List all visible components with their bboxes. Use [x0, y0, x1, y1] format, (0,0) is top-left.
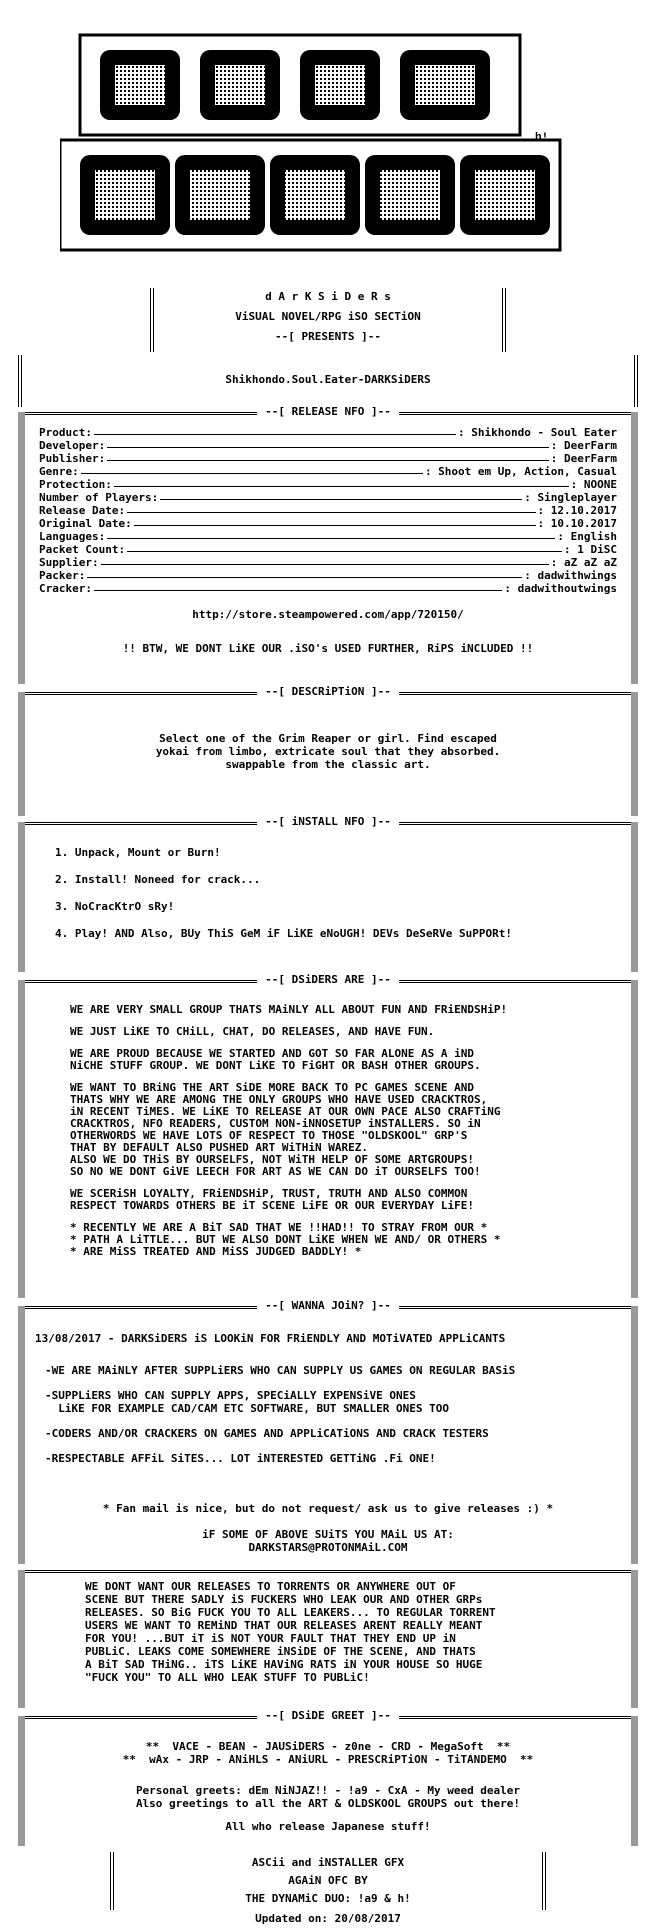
join-frame	[18, 1299, 638, 1564]
credit-line: ASCii and iNSTALLER GFX	[251, 1856, 405, 1869]
description-frame	[18, 685, 638, 816]
greet-group-line: ** VACE - BEAN - JAUSiDERS - z0ne - CRD - MegaSoft **	[145, 1740, 511, 1753]
about-line: * PATH A LiTTLE... BUT WE ALSO DONT LiKE WHEN WE AND/ OR OTHERS *	[70, 1233, 501, 1246]
install-step: 4. Play! AND Also, BUy ThiS GeM iF LiKE eNoUGH! DEVs DeSeRVe SuPPORt!	[55, 927, 512, 940]
about-line: THAT BY DEFAULT ALSO PUSHED ART WiTHiN WAREZ.	[70, 1141, 369, 1154]
nfo-value: : Shoot em Up, Action, Casual	[424, 465, 617, 478]
join-line: -CODERS AND/OR CRACKERS ON GAMES AND APPLiCATiONS AND CRACK TESTERS	[45, 1427, 489, 1440]
nfo-key: Packer:	[39, 569, 86, 582]
nfo-row	[39, 478, 617, 491]
nfo-key: Cracker:	[39, 582, 92, 595]
nfo-key: Protection:	[39, 478, 112, 491]
about-line: CRACKTROS, NFO READERS, CUSTOM NON-iNNOSETUP iNSTALLERS. SO iN	[70, 1117, 481, 1130]
release-frame	[18, 355, 638, 407]
leak-line: "FUCK YOU" TO ALL WHO LEAK STUFF TO PUBLiC!	[85, 1671, 370, 1684]
greets-frame	[18, 1709, 638, 1846]
nfo-row	[39, 556, 617, 569]
greet-group-line: ** wAx - JRP - ANiHLS - ANiURL - PRESCRiPTiON - TiTANDEMO **	[122, 1753, 534, 1766]
nfo-value: : Shikhondo - Soul Eater	[458, 426, 617, 439]
credit-line: AGAiN OFC BY	[288, 1874, 368, 1887]
join-line: -WE ARE MAiNLY AFTER SUPPLiERS WHO CAN SUPPLY US GAMES ON REGULAR BASiS	[45, 1364, 516, 1377]
greet-groups	[25, 1740, 631, 1766]
description-line: Select one of the Grim Reaper or girl. Find escaped	[159, 732, 497, 745]
nfo-row	[39, 439, 617, 452]
about-line: OTHERWORDS WE HAVE LOTS OF RESPECT TO THOSE "OLDSKOOL" GRP'S	[70, 1129, 468, 1142]
nfo-key: Product:	[39, 426, 92, 439]
contact-line: iF SOME OF ABOVE SUiTS YOU MAiL US AT:	[202, 1528, 454, 1541]
about-line: THATS WHY WE ARE AMONG THE ONLY GROUPS WHO HAVE USED CRACKTROS,	[70, 1093, 488, 1106]
updated-date: Updated on: 20/08/2017	[255, 1912, 401, 1925]
nfo-row	[39, 426, 617, 439]
credits	[114, 1854, 542, 1908]
description-line: swappable from the classic art.	[225, 758, 431, 771]
join-line: -RESPECTABLE AFFiL SiTES... LOT iNTERESTED GETTiNG .Fi ONE!	[45, 1452, 436, 1465]
personal-greet-line: Also greetings to all the ART & OLDSKOOL GROUPS out there!	[135, 1797, 521, 1810]
leak-line: USERS WE WANT TO REMiND THAT OUR RELEASES ARENT REALLY MEANT	[85, 1619, 483, 1632]
nfo-title: --[ RELEASE NFO ]--	[257, 405, 399, 418]
nfo-value: : Singleplayer	[524, 491, 617, 504]
nfo-table	[39, 426, 617, 595]
about-line: RESPECT TOWARDS OTHERS BE iT SCENE LiFE OR OUR EVERYDAY LiFE!	[70, 1199, 474, 1212]
about-paragraph	[70, 1048, 507, 1072]
description-title: --[ DESCRiPTiON ]--	[257, 685, 399, 698]
join-headline: 13/08/2017 - DARKSiDERS iS LOOKiN FOR FRiENDLY AND MOTiVATED APPLiCANTS	[35, 1332, 506, 1345]
nfo-key: Developer:	[39, 439, 106, 452]
group-name: d A r K S i D e R s	[265, 290, 391, 303]
nfo-value: : DeerFarm	[550, 452, 617, 465]
contact-info	[25, 1528, 631, 1554]
nfo-frame	[18, 405, 638, 684]
nfo-value: : English	[557, 530, 617, 543]
install-title: --[ iNSTALL NFO ]--	[257, 815, 399, 828]
leak-line: RELEASES. SO BiG FUCK YOU TO ALL LEAKERS... TO REGULAR TORRENT	[85, 1606, 496, 1619]
about-line: * ARE MiSS TREATED AND MiSS JUDGED BADDLY! *	[70, 1245, 362, 1258]
section-name: ViSUAL NOVEL/RPG iSO SECTiON	[235, 310, 421, 323]
install-steps	[55, 846, 512, 940]
about-paragraph	[70, 1082, 507, 1178]
about-paragraph	[70, 1188, 507, 1212]
nfo-value: : 10.10.2017	[537, 517, 617, 530]
credit-line: THE DYNAMiC DUO: !a9 & h!	[245, 1892, 411, 1905]
leak-notice	[85, 1580, 496, 1684]
join-item	[45, 1389, 515, 1415]
leak-line: FOR YOU! ...BUT iT iS NOT YOUR FAULT THAT THEY END UP iN	[85, 1632, 456, 1645]
nfo-key: Original Date:	[39, 517, 132, 530]
about-line: NiCHE STUFF GROUP. WE DONT LiKE TO FiGHT OR BASH OTHER GROUPS.	[70, 1059, 481, 1072]
nfo-row	[39, 543, 617, 556]
nfo-row	[39, 569, 617, 582]
leak-line: SCENE BUT THERE SADLY iS FUCKERS WHO LEAK OUR AND OTHER GRPs	[85, 1593, 483, 1606]
no-iso-warning: !! BTW, WE DONT LiKE OUR .iSO's USED FURTHER, RiPS iNCLUDED !!	[122, 642, 534, 655]
about-line: WE ARE VERY SMALL GROUP THATS MAiNLY ALL ABOUT FUN AND FRiENDSHiP!	[70, 1003, 508, 1016]
nfo-row	[39, 452, 617, 465]
about-line: iN RECENT TiMES. WE LiKE TO RELEASE AT OUR OWN PACE ALSO CRAFTiNG	[70, 1105, 501, 1118]
description-line: yokai from limbo, extricate soul that they absorbed.	[155, 745, 501, 758]
nfo-value: : 1 DiSC	[564, 543, 617, 556]
header-frame	[150, 288, 506, 352]
install-frame	[18, 815, 638, 972]
release-name: Shikhondo.Soul.Eater-DARKSiDERS	[225, 373, 431, 386]
nfo-key: Number of Players:	[39, 491, 159, 504]
join-requirements	[45, 1364, 515, 1465]
nfo-key: Release Date:	[39, 504, 126, 517]
logo-signature: h!	[535, 132, 549, 144]
nfo-row	[39, 582, 617, 595]
nfo-row	[39, 504, 617, 517]
nfo-value: : 12.10.2017	[537, 504, 617, 517]
nfo-key: Languages:	[39, 530, 106, 543]
about-line: SO NO WE DONT GiVE LEECH FOR ART AS WE CAN DO iT OURSELFS TOO!	[70, 1165, 481, 1178]
credits-frame	[110, 1852, 546, 1910]
nfo-value: : NOONE	[570, 478, 617, 491]
about-paragraph	[70, 1004, 507, 1016]
japanese-greet: All who release Japanese stuff!	[225, 1820, 431, 1833]
join-item	[45, 1427, 515, 1440]
about-line: WE JUST LiKE TO CHiLL, CHAT, DO RELEASES, AND HAVE FUN.	[70, 1025, 435, 1038]
join-item	[45, 1364, 515, 1377]
about-paragraph	[70, 1222, 507, 1258]
greets-title: --[ DSiDE GREET ]--	[257, 1709, 399, 1722]
nfo-key: Supplier:	[39, 556, 99, 569]
nfo-value: : dadwithwings	[524, 569, 617, 582]
about-line: ALSO WE DO THiS BY OURSELFS, NOT WiTH HELP OF SOME ARTGROUPS!	[70, 1153, 474, 1166]
fan-mail-note: * Fan mail is nice, but do not request/ ask us to give releases :) *	[102, 1502, 554, 1515]
leak-frame	[18, 1570, 638, 1708]
personal-greets	[25, 1784, 631, 1810]
about-frame	[18, 973, 638, 1298]
join-line: LiKE FOR EXAMPLE CAD/CAM ETC SOFTWARE, BUT SMALLER ONES TOO	[45, 1402, 449, 1415]
darksiders-ascii-logo	[60, 30, 580, 270]
nfo-value: : aZ aZ aZ	[550, 556, 617, 569]
personal-greet-line: Personal greets: dEm NiNJAZ!! - !a9 - CxA - My weed dealer	[135, 1784, 521, 1797]
about-line: WE ARE PROUD BECAUSE WE STARTED AND GOT SO FAR ALONE AS A iND	[70, 1047, 474, 1060]
about-text	[70, 1004, 507, 1258]
install-step: 3. NoCracKtrO sRy!	[55, 900, 175, 913]
nfo-key: Packet Count:	[39, 543, 126, 556]
presents-label: --[ PRESENTS ]--	[275, 330, 381, 343]
join-title: --[ WANNA JOiN? ]--	[257, 1299, 399, 1312]
nfo-row	[39, 465, 617, 478]
nfo-value: : dadwithoutwings	[504, 582, 617, 595]
nfo-row	[39, 491, 617, 504]
join-line: -SUPPLiERS WHO CAN SUPPLY APPS, SPECiALLY EXPENSiVE ONES	[45, 1389, 416, 1402]
nfo-row	[39, 530, 617, 543]
description-text	[25, 732, 631, 771]
install-step: 1. Unpack, Mount or Burn!	[55, 846, 221, 859]
about-title: --[ DSiDERS ARE ]--	[257, 973, 399, 986]
join-item	[45, 1452, 515, 1465]
about-line: WE WANT TO BRiNG THE ART SiDE MORE BACK TO PC GAMES SCENE AND	[70, 1081, 474, 1094]
leak-line: PUBLiC. LEAKS COME SOMEWHERE iNSiDE OF THE SCENE, AND THATS	[85, 1645, 476, 1658]
install-step: 2. Install! Noneed for crack...	[55, 873, 261, 886]
contact-line: DARKSTARS@PROTONMAiL.COM	[248, 1541, 408, 1554]
nfo-value: : DeerFarm	[550, 439, 617, 452]
leak-line: A BiT SAD THiNG.. iTS LiKE HAViNG RATS iN YOUR HOUSE SO HUGE	[85, 1658, 483, 1671]
leak-line: WE DONT WANT OUR RELEASES TO TORRENTS OR ANYWHERE OUT OF	[85, 1580, 456, 1593]
nfo-key: Genre:	[39, 465, 79, 478]
about-paragraph	[70, 1026, 507, 1038]
nfo-key: Publisher:	[39, 452, 106, 465]
about-line: WE SCERiSH LOYALTY, FRiENDSHiP, TRUST, TRUTH AND ALSO COMMON	[70, 1187, 468, 1200]
store-link[interactable]: http://store.steampowered.com/app/720150/	[192, 608, 464, 621]
nfo-row	[39, 517, 617, 530]
about-line: * RECENTLY WE ARE A BiT SAD THAT WE !!HAD!! TO STRAY FROM OUR *	[70, 1221, 488, 1234]
